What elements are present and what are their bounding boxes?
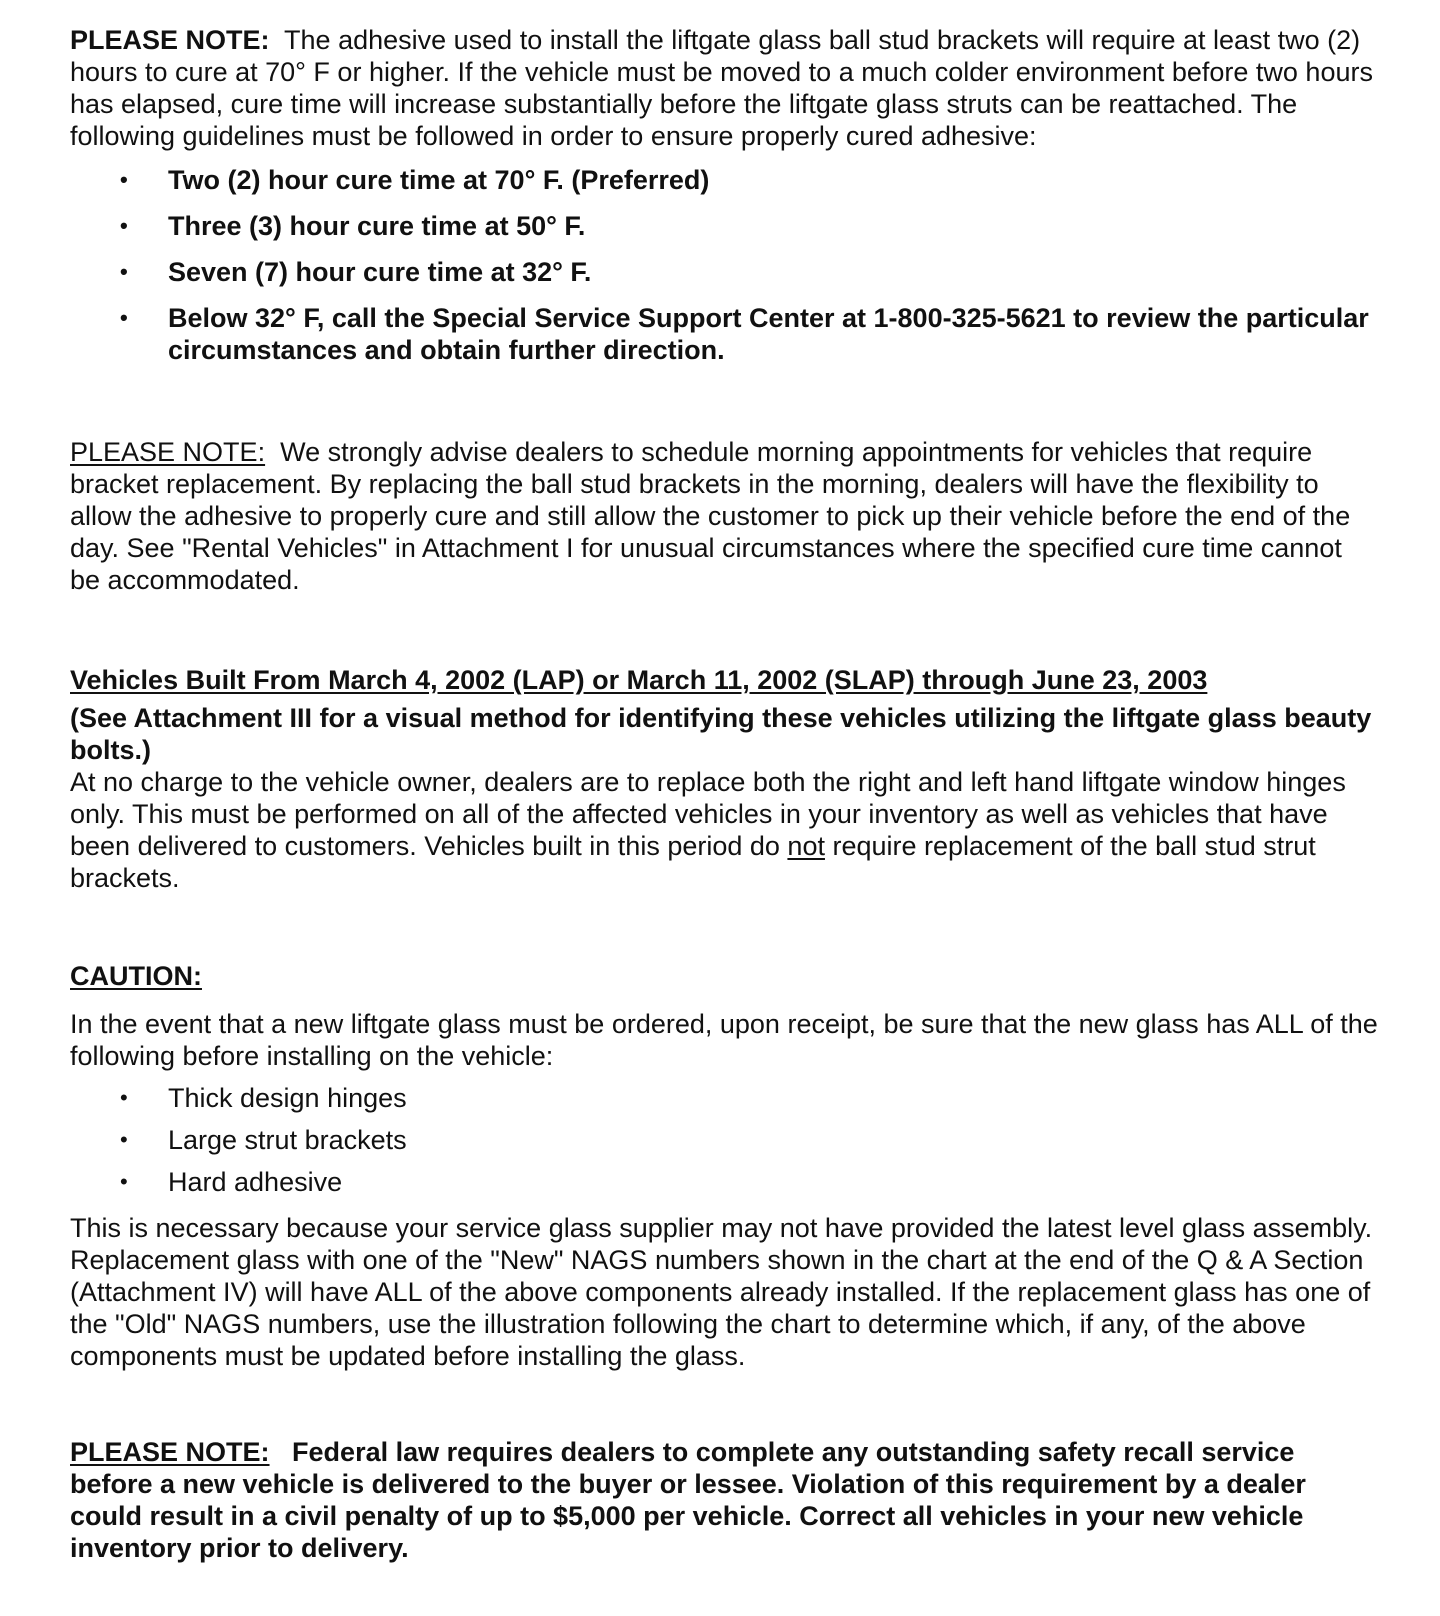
list-item <box>70 302 1378 366</box>
federal-law-note <box>70 1436 1378 1564</box>
please-note-label: PLEASE NOTE: <box>70 1437 270 1467</box>
bullet-icon: • <box>120 1127 128 1152</box>
body-text: At no charge to the vehicle owner, dealers are to replace both the right and left hand liftgate window hinges only. This must be performed on all of the affected vehicles in your inventory as well as vehicles that have been delivered to customers. Vehicles built in this period do <box>70 767 1346 861</box>
list-item <box>70 1166 1378 1198</box>
component-item: Large strut brackets <box>168 1125 407 1155</box>
caution-heading: CAUTION: <box>70 961 202 991</box>
adhesive-cure-note <box>70 24 1378 366</box>
morning-appointments-note <box>70 436 1378 596</box>
required-components-list <box>70 1082 1378 1198</box>
vehicles-built-body <box>70 766 1378 894</box>
bullet-icon: • <box>120 305 128 330</box>
list-item <box>70 164 1378 196</box>
vehicles-built-section <box>70 664 1378 894</box>
please-note-label: PLEASE NOTE: <box>70 437 266 467</box>
list-item <box>70 1124 1378 1156</box>
cure-time-item: Below 32° F, call the Special Service Support Center at 1-800-325-5621 to review the particular circumstances and obtain further direction. <box>168 303 1369 365</box>
cure-time-item: Two (2) hour cure time at 70° F. (Preferred) <box>168 165 710 195</box>
cure-time-item: Three (3) hour cure time at 50° F. <box>168 211 586 241</box>
adhesive-cure-paragraph <box>70 24 1378 152</box>
caution-section <box>70 960 1378 1372</box>
federal-law-text: Federal law requires dealers to complete any outstanding safety recall service before a new vehicle is delivered to the buyer or lessee. Violation of this requirement by a dealer could result in a civil penalty of up to $5,000 per vehicle. Correct all vehicles in your new vehicle inventory prior to delivery. <box>70 1437 1306 1563</box>
attachment-iii-subheading: (See Attachment III for a visual method for identifying these vehicles utilizing the liftgate glass beauty bolts.) <box>70 703 1372 765</box>
component-item: Hard adhesive <box>168 1167 343 1197</box>
federal-law-paragraph <box>70 1436 1378 1564</box>
emphasis-not: not <box>787 831 825 861</box>
cure-time-list <box>70 164 1378 366</box>
list-item <box>70 256 1378 288</box>
bullet-icon: • <box>120 1169 128 1194</box>
bullet-icon: • <box>120 1085 128 1110</box>
cure-time-item: Seven (7) hour cure time at 32° F. <box>168 257 592 287</box>
nags-explanation: This is necessary because your service glass supplier may not have provided the latest level glass assembly. Replacement glass with one of the "New" NAGS numbers shown in the chart at the end of the Q & A Section (Attachment IV) will have ALL of the above components already installed. If the replacement glass has one of the "Old" NAGS numbers, use the illustration following the chart to determine which, if any, of the above components must be updated before installing the glass. <box>70 1213 1373 1371</box>
component-item: Thick design hinges <box>168 1083 407 1113</box>
caution-text: In the event that a new liftgate glass must be ordered, upon receipt, be sure that the new glass has ALL of the following before installing on the vehicle: <box>70 1009 1378 1071</box>
bullet-icon: • <box>120 213 128 238</box>
adhesive-cure-text: The adhesive used to install the liftgate glass ball stud brackets will require at least two (2) hours to cure at 70° F or higher. If the vehicle must be moved to a much colder environment before two hours has elapsed, cure time will increase substantially before the liftgate glass struts can be reattached. The following guidelines must be followed in order to ensure properly cured adhesive: <box>70 25 1373 151</box>
vehicles-built-heading: Vehicles Built From March 4, 2002 (LAP) or March 11, 2002 (SLAP) through June 23, 2003 <box>70 665 1208 695</box>
body-text: require replacement of the ball stud strut brackets. <box>70 831 1316 893</box>
bullet-icon: • <box>120 167 128 192</box>
please-note-label: PLEASE NOTE: <box>70 25 270 55</box>
list-item <box>70 1082 1378 1114</box>
morning-appointments-text: We strongly advise dealers to schedule morning appointments for vehicles that require bracket replacement. By replacing the ball stud brackets in the morning, dealers will have the flexibility to allow the adhesive to properly cure and still allow the customer to pick up their vehicle before the end of the day. See "Rental Vehicles" in Attachment I for unusual circumstances where the specified cure time cannot be accommodated. <box>70 437 1351 595</box>
list-item <box>70 210 1378 242</box>
bullet-icon: • <box>120 259 128 284</box>
morning-appointments-paragraph <box>70 436 1378 596</box>
